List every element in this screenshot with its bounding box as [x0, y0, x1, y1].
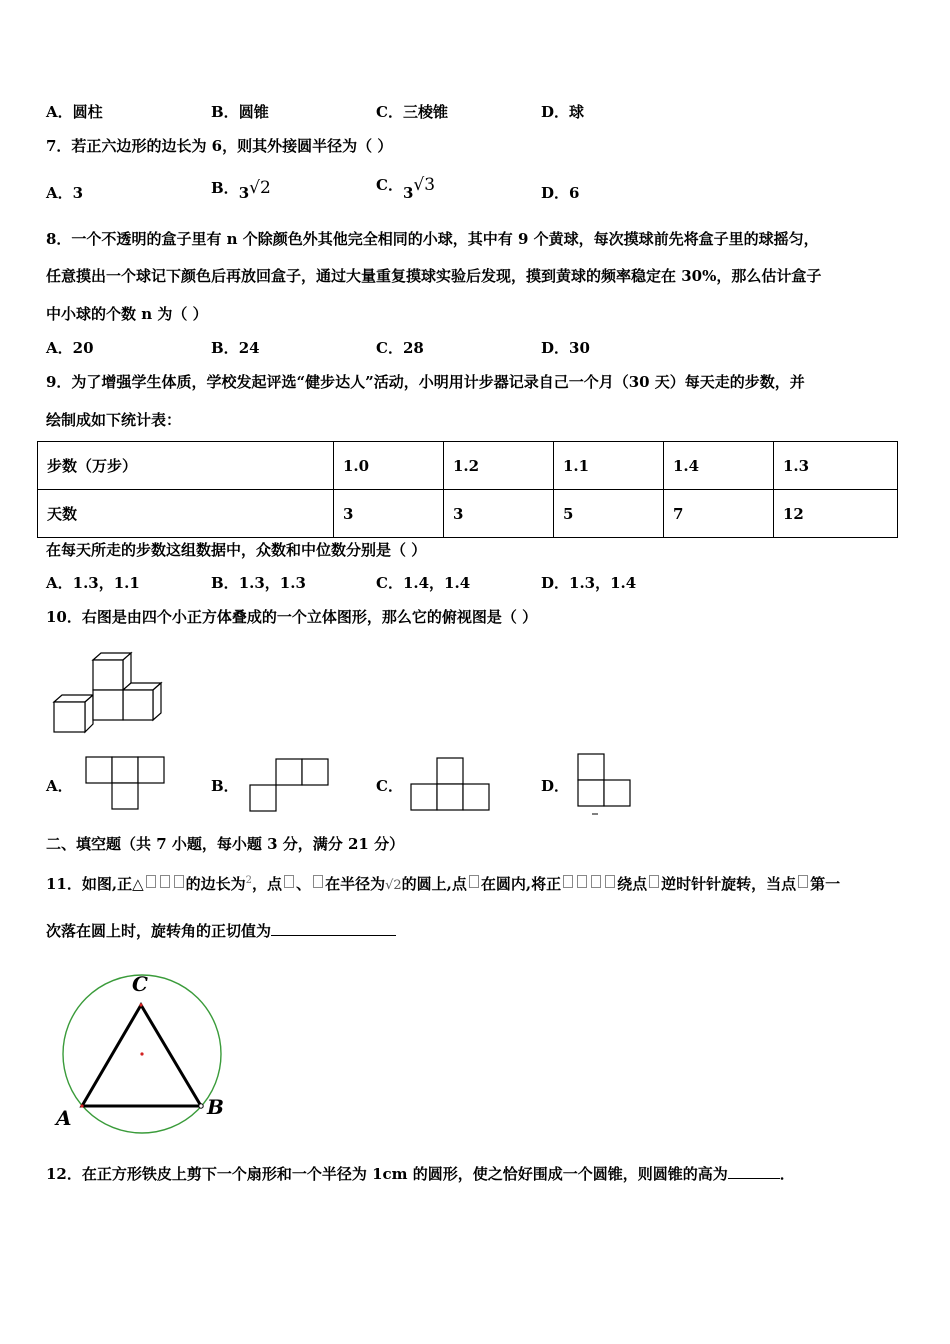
- top-view-option-a: [85, 756, 167, 811]
- table-cell: 12: [774, 490, 898, 538]
- sqrt3-radical: √3: [413, 175, 436, 195]
- table-cell: 3: [334, 490, 444, 538]
- table-cell: 1.1: [554, 442, 664, 490]
- sqrt2-radical: √2: [249, 178, 271, 198]
- top-view-option-c: [410, 757, 492, 812]
- q8-line-2: 任意摸出一个球记下颜色后再放回盒子，通过大量重复摸球实验后发现，摸到黄球的频率稳定在 30%，那么估计盒子: [46, 267, 822, 285]
- q8-line-1: 8．一个不透明的盒子里有 n 个除颜色外其他完全相同的小球，其中有 9 个黄球，每次摸球前先将盒子里的球摇匀，: [46, 230, 819, 248]
- section-2-title: 二、填空题（共 7 小题，每小题 3 分，满分 21 分）: [46, 835, 405, 853]
- q9-option-b: B．1.3，1.3: [211, 574, 306, 592]
- q11-line-2: 次落在圆上时，旋转角的正切值为: [46, 921, 396, 941]
- top-view-option-b: [249, 758, 331, 813]
- table-row: [38, 442, 898, 490]
- q9-line-2: 绘制成如下统计表：: [46, 411, 182, 429]
- triangle-circle-figure: [55, 972, 230, 1132]
- table-cell: 1.0: [334, 442, 444, 490]
- missing-glyph-icon: [798, 875, 808, 888]
- q7-option-a: A．3: [46, 184, 84, 202]
- missing-glyph-icon: [591, 875, 601, 888]
- q6-option-b: B．圆锥: [211, 103, 269, 121]
- q7-stem: 7．若正六边形的边长为 6，则其外接圆半径为（ ）: [46, 137, 393, 155]
- table-cell: 7: [664, 490, 774, 538]
- vertex-b-point: [199, 1104, 203, 1108]
- q8-line-3: 中小球的个数 n 为（ ）: [46, 305, 208, 323]
- table-cell: 步数（万步）: [38, 442, 334, 490]
- label-b: B: [207, 1095, 224, 1119]
- label-c: C: [132, 972, 148, 996]
- q10-option-d-label: D．: [541, 777, 570, 795]
- q9-option-c: C．1.4，1.4: [376, 574, 471, 592]
- q6-option-a: A．圆柱: [46, 103, 103, 121]
- q8-option-c: C．28: [376, 339, 424, 357]
- q12-stem: 12．在正方形铁皮上剪下一个扇形和一个半径为 1cm 的圆形，使之恰好围成一个圆锥，则圆锥的高为 ．: [46, 1165, 795, 1183]
- q8-option-b: B．24: [211, 339, 260, 357]
- vertex-a-point: [80, 1104, 83, 1107]
- answer-blank[interactable]: [728, 1178, 780, 1179]
- center-point: [140, 1052, 143, 1055]
- table-cell: 1.4: [664, 442, 774, 490]
- table-cell: 1.3: [774, 442, 898, 490]
- radius-value: √2: [385, 878, 402, 893]
- missing-glyph-icon: [649, 875, 659, 888]
- q9-option-a: A．1.3，1.1: [46, 574, 140, 592]
- q7-option-b: B．3√2: [211, 178, 271, 202]
- missing-glyph-icon: [469, 875, 479, 888]
- q8-option-a: A．20: [46, 339, 94, 357]
- table-cell: 天数: [38, 490, 334, 538]
- q10-option-b-label: B．: [211, 777, 239, 795]
- q11-line-1: 11．如图,正△ 的边长为$^2$，点 、 在半径为√2的圆上,点 在圆内,将正 绕点 逆时针针旋转，当点 第一: [46, 875, 841, 893]
- q7-option-c: C．3√3: [376, 175, 436, 202]
- q9-option-d: D．1.3，1.4: [541, 574, 637, 592]
- q9-line-1: 9．为了增强学生体质，学校发起评选“健步达人”活动，小明用计步器记录自己一个月（30 天）每天走的步数，并: [46, 373, 805, 391]
- table-cell: 1.2: [444, 442, 554, 490]
- missing-glyph-icon: [284, 875, 294, 888]
- missing-glyph-icon: [577, 875, 587, 888]
- missing-glyph-icon: [174, 875, 184, 888]
- side-length-value: 2: [245, 875, 253, 886]
- missing-glyph-icon: [160, 875, 170, 888]
- vertex-c-point: [139, 1003, 142, 1006]
- missing-glyph-icon: [313, 875, 323, 888]
- top-view-option-d: [577, 753, 635, 818]
- q6-option-d: D．球: [541, 103, 585, 121]
- q7-option-d: D．6: [541, 184, 580, 202]
- table-row: [38, 490, 898, 538]
- q10-option-c-label: C．: [376, 777, 403, 795]
- q8-option-d: D．30: [541, 339, 590, 357]
- steps-table: [37, 441, 898, 538]
- stacked-cubes-figure: [50, 652, 165, 734]
- answer-blank[interactable]: [271, 935, 396, 936]
- label-a: A: [56, 1106, 72, 1130]
- table-cell: 5: [554, 490, 664, 538]
- missing-glyph-icon: [563, 875, 573, 888]
- q10-stem: 10．右图是由四个小正方体叠成的一个立体图形，那么它的俯视图是（ ）: [46, 608, 538, 626]
- table-cell: 3: [444, 490, 554, 538]
- q10-option-a-label: A．: [46, 777, 73, 795]
- missing-glyph-icon: [605, 875, 615, 888]
- q6-option-c: C．三棱锥: [376, 103, 448, 121]
- missing-glyph-icon: [146, 875, 156, 888]
- q9-question: 在每天所走的步数这组数据中，众数和中位数分别是（ ）: [46, 541, 427, 559]
